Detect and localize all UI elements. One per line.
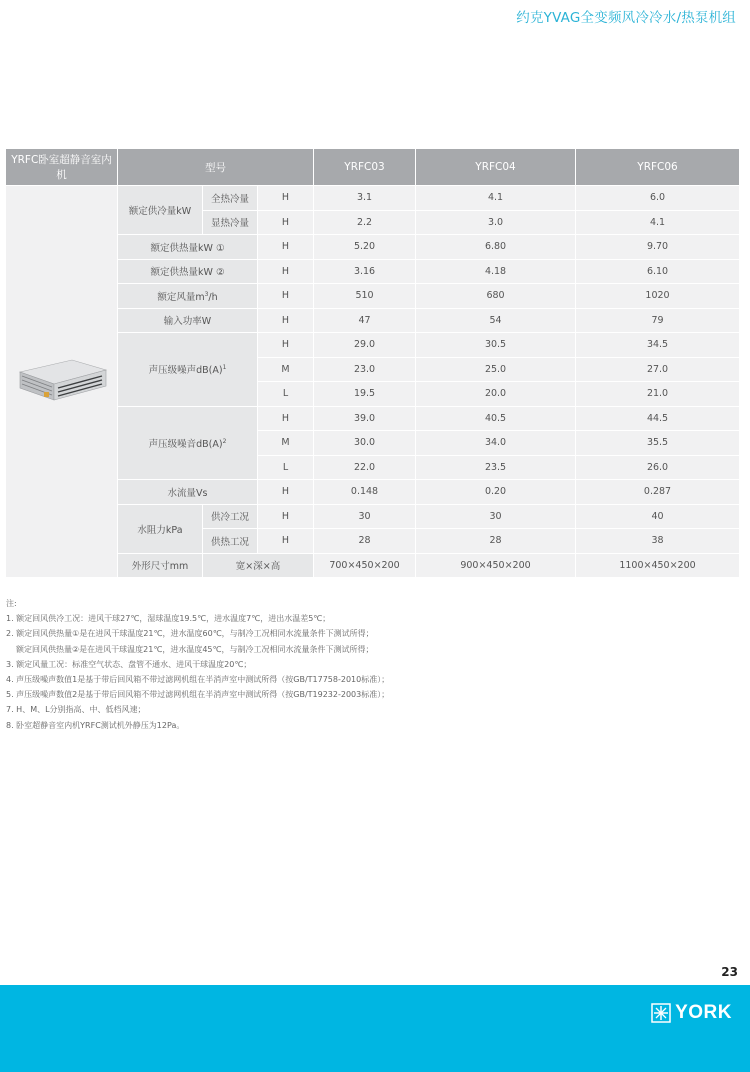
- model-header: YRFC03: [314, 149, 416, 186]
- value-cell: 28: [416, 529, 576, 554]
- value-cell: 30: [416, 504, 576, 529]
- value-cell: 40.5: [416, 406, 576, 431]
- model-label: 型号: [118, 149, 314, 186]
- value-cell: 3.1: [314, 186, 416, 211]
- value-cell: 0.20: [416, 480, 576, 505]
- table-header-row: [6, 149, 740, 186]
- value-cell: 6.10: [576, 259, 740, 284]
- row-label-power: 输入功率W: [118, 308, 258, 333]
- mode-cell: L: [258, 455, 314, 480]
- row-label-heating2: 额定供热量kW ②: [118, 259, 258, 284]
- row-sublabel: 供冷工况: [203, 504, 258, 529]
- model-header: YRFC06: [576, 149, 740, 186]
- value-cell: 1020: [576, 284, 740, 309]
- mode-cell: H: [258, 186, 314, 211]
- value-cell: 23.0: [314, 357, 416, 382]
- value-cell: 21.0: [576, 382, 740, 407]
- value-cell: 40: [576, 504, 740, 529]
- snowflake-icon: [651, 1003, 671, 1023]
- value-cell: 0.287: [576, 480, 740, 505]
- spec-table: [5, 148, 740, 578]
- value-cell: 700×450×200: [314, 553, 416, 578]
- corner-title: YRFC卧室超静音室内机: [6, 149, 118, 186]
- indoor-unit-image: [14, 354, 110, 406]
- value-cell: 20.0: [416, 382, 576, 407]
- mode-cell: H: [258, 308, 314, 333]
- airflow-label: 额定风量m: [157, 291, 205, 303]
- table-row: [6, 186, 740, 211]
- value-cell: 6.0: [576, 186, 740, 211]
- mode-cell: M: [258, 357, 314, 382]
- row-label-noise1: [118, 333, 258, 407]
- value-cell: 27.0: [576, 357, 740, 382]
- row-label-heating1: 额定供热量kW ①: [118, 235, 258, 260]
- row-label-noise2: [118, 406, 258, 480]
- note-item: 8. 卧室超静音室内机YRFC测试机外静压为12Pa。: [6, 720, 185, 730]
- york-logo: [651, 1002, 732, 1024]
- product-image-cell: [6, 186, 118, 578]
- value-cell: 54: [416, 308, 576, 333]
- row-label-water-resist: 水阻力kPa: [118, 504, 203, 553]
- note-item: 额定回风供热量②是在进风干球温度21℃，进水温度45℃，与制冷工况相同水流量条件下测试所得；: [16, 644, 374, 654]
- value-cell: 23.5: [416, 455, 576, 480]
- page-header-title: 约克YVAG全变频风冷冷水/热泵机组: [516, 10, 736, 26]
- mode-cell: H: [258, 480, 314, 505]
- notes: [6, 596, 389, 733]
- note-item: 5. 声压级噪声数值2是基于带后回风箱不带过滤网机组在半消声室中测试所得（按GB/T19232-2003标准）；: [6, 690, 390, 700]
- value-cell: 47: [314, 308, 416, 333]
- airflow-label-tail: /h: [208, 291, 218, 303]
- value-cell: 900×450×200: [416, 553, 576, 578]
- mode-cell: H: [258, 504, 314, 529]
- value-cell: 22.0: [314, 455, 416, 480]
- logo-text: YORK: [675, 1002, 732, 1023]
- mode-cell: L: [258, 382, 314, 407]
- mode-cell: H: [258, 210, 314, 235]
- mode-cell: M: [258, 431, 314, 456]
- mode-cell: H: [258, 529, 314, 554]
- value-cell: 680: [416, 284, 576, 309]
- row-label-dimensions: 外形尺寸mm: [118, 553, 203, 578]
- value-cell: 28: [314, 529, 416, 554]
- noise1-label-sup: 1: [222, 364, 227, 372]
- value-cell: 44.5: [576, 406, 740, 431]
- value-cell: 9.70: [576, 235, 740, 260]
- value-cell: 1100×450×200: [576, 553, 740, 578]
- value-cell: 30: [314, 504, 416, 529]
- row-label-cooling: 额定供冷量kW: [118, 186, 203, 235]
- dimensions-sub: 宽×深×高: [203, 553, 314, 578]
- value-cell: 4.1: [416, 186, 576, 211]
- value-cell: 3.16: [314, 259, 416, 284]
- note-item: 1. 额定回风供冷工况：进风干球27℃，湿球温度19.5℃，进水温度7℃，进出水温差5℃；: [6, 614, 331, 624]
- value-cell: 38: [576, 529, 740, 554]
- value-cell: 79: [576, 308, 740, 333]
- value-cell: 2.2: [314, 210, 416, 235]
- page-number: 23: [721, 965, 738, 979]
- row-label-water-flow: 水流量Vs: [118, 480, 258, 505]
- value-cell: 0.148: [314, 480, 416, 505]
- footer-bar: [0, 985, 750, 1072]
- mode-cell: H: [258, 284, 314, 309]
- note-item: 3. 额定风量工况：标准空气状态、盘管不通水、进风干球温度20℃；: [6, 659, 252, 669]
- value-cell: 26.0: [576, 455, 740, 480]
- notes-title: 注:: [6, 599, 17, 608]
- value-cell: 510: [314, 284, 416, 309]
- note-item: 7. H、M、L分别指高、中、低档风速；: [6, 705, 146, 715]
- value-cell: 34.5: [576, 333, 740, 358]
- noise2-label: 声压级噪音dB(A): [148, 438, 223, 450]
- mode-cell: H: [258, 406, 314, 431]
- row-label-airflow: [118, 284, 258, 309]
- value-cell: 35.5: [576, 431, 740, 456]
- note-item: 4. 声压级噪声数值1是基于带后回风箱不带过滤网机组在半消声室中测试所得（按GB/T17758-2010标准）；: [6, 675, 390, 685]
- value-cell: 25.0: [416, 357, 576, 382]
- mode-cell: H: [258, 235, 314, 260]
- value-cell: 6.80: [416, 235, 576, 260]
- mode-cell: H: [258, 333, 314, 358]
- value-cell: 34.0: [416, 431, 576, 456]
- value-cell: 3.0: [416, 210, 576, 235]
- row-sublabel: 显热冷量: [203, 210, 258, 235]
- noise1-label: 声压级噪声dB(A): [148, 365, 223, 377]
- value-cell: 30.5: [416, 333, 576, 358]
- mode-cell: H: [258, 259, 314, 284]
- value-cell: 19.5: [314, 382, 416, 407]
- value-cell: 4.18: [416, 259, 576, 284]
- value-cell: 29.0: [314, 333, 416, 358]
- model-header: YRFC04: [416, 149, 576, 186]
- value-cell: 4.1: [576, 210, 740, 235]
- row-sublabel: 全热冷量: [203, 186, 258, 211]
- value-cell: 39.0: [314, 406, 416, 431]
- note-item: 2. 额定回风供热量①是在进风干球温度21℃，进水温度60℃，与制冷工况相同水流量条件下测试所得；: [6, 629, 374, 639]
- value-cell: 5.20: [314, 235, 416, 260]
- noise2-label-sup: 2: [222, 437, 227, 445]
- value-cell: 30.0: [314, 431, 416, 456]
- airflow-label-sup: 3: [204, 290, 209, 298]
- row-sublabel: 供热工况: [203, 529, 258, 554]
